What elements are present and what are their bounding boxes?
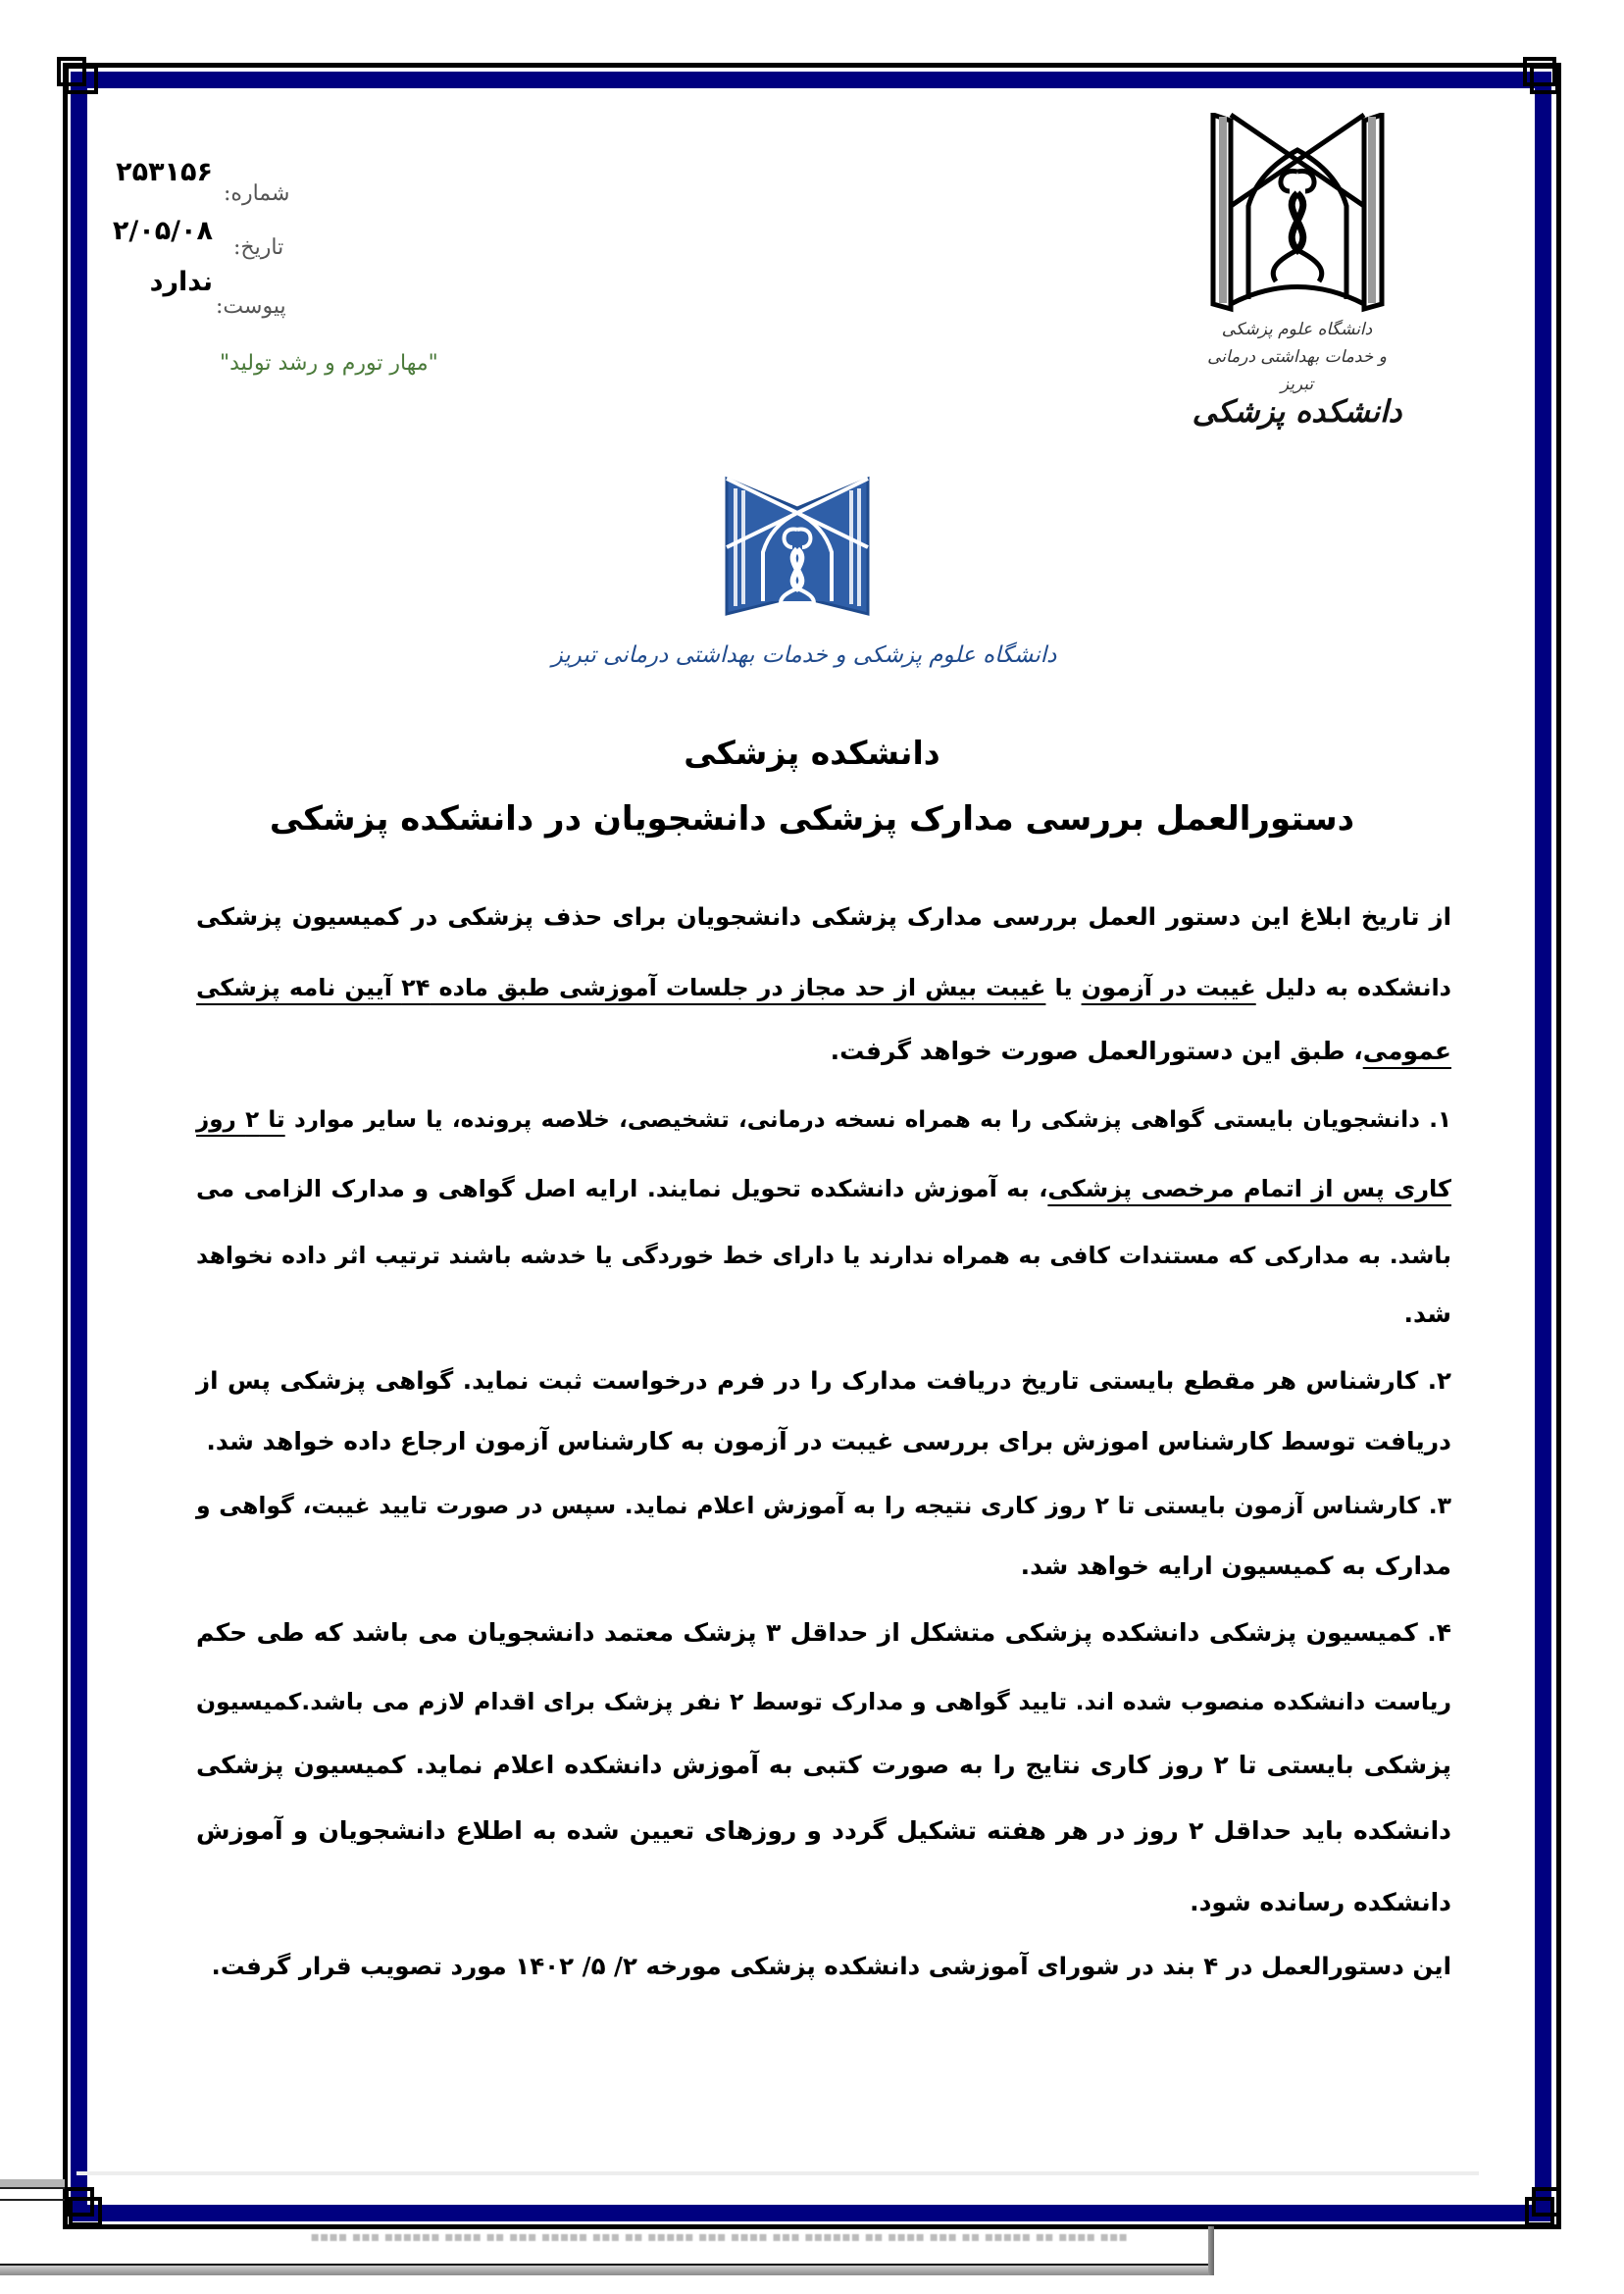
text: ۱. دانشجویان بایستی گواهی پزشکی را به همراه نسخه درمانی، تشخیصی، خلاصه پرونده، یا سایر موارد bbox=[284, 1107, 1452, 1133]
gray-vertical-edge bbox=[1208, 2226, 1214, 2275]
intro-line-2 bbox=[196, 968, 1451, 1007]
item-4-line-2: ریاست دانشکده منصوب شده اند. تایید گواهی و مدارک توسط ۲ نفر پزشک برای اقدام لازم می باشد.کمیسیون bbox=[196, 1688, 1451, 1715]
letter-date-label: تاریخ: bbox=[233, 235, 284, 260]
item-2-line-2: دریافت توسط کارشناس اموزش برای بررسی غیبت در آزمون به کارشناس آزمون ارجاع داده خواهد شد. bbox=[206, 1427, 1451, 1455]
item-1-line-2 bbox=[196, 1169, 1451, 1208]
item-4-line-5: دانشکده رسانده شود. bbox=[1190, 1888, 1451, 1916]
item-3-line-2: مدارک به کمیسیون ارایه خواهد شد. bbox=[1020, 1552, 1451, 1580]
top-logo-caption-line1: دانشگاه علوم پزشکی bbox=[1221, 320, 1373, 339]
text: دانشکده به دلیل bbox=[1255, 974, 1451, 1001]
item-2-line-1: ۲. کارشناس هر مقطع بایستی تاریخ دریافت مدارک را در فرم درخواست ثبت نماید. گواهی پزشکی پس از bbox=[196, 1366, 1451, 1395]
intro-line-1: از تاریخ ابلاغ این دستور العمل بررسی مدارک پزشکی دانشجویان برای حذف پزشکی در کمیسیون پزشکی bbox=[196, 902, 1451, 931]
frame-corner-tr-2 bbox=[1523, 57, 1556, 86]
gray-bar-bottom-fill bbox=[0, 2266, 1214, 2275]
underlined-text: غیبت بیش از حد مجاز در جلسات آموزشی طبق ماده ۲۴ آیین نامه پزشکی bbox=[196, 974, 1046, 1001]
top-logo-faculty-name: دانشکده پزشکی bbox=[1192, 394, 1402, 430]
item-1-line-3: باشد. به مدارکی که مستندات کافی به همراه ندارند یا دارای خط خوردگی یا خدشه باشند ترتیب اثر داده نخواهد bbox=[196, 1242, 1451, 1269]
gray-line-left bbox=[0, 2187, 65, 2189]
intro-line-3 bbox=[196, 1032, 1451, 1071]
document-title: دستورالعمل بررسی مدارک پزشکی دانشجویان در دانشکده پزشکی bbox=[269, 799, 1355, 839]
item-4-line-1: ۴. کمیسیون پزشکی دانشکده پزشکی متشکل از حداقل ۳ پزشک معتمد دانشجویان می باشد که طی حکم bbox=[196, 1618, 1451, 1647]
underlined-text: تا ۲ روز bbox=[196, 1107, 285, 1133]
university-emblem-blue-icon bbox=[724, 469, 871, 626]
letter-attachment-label: پیوست: bbox=[216, 294, 286, 319]
underlined-text: عمومی bbox=[1362, 1037, 1451, 1065]
letter-attachment-value: ندارد bbox=[149, 267, 213, 297]
text: ، به آموزش دانشکده تحویل نمایند. ارایه اصل گواهی و مدارک الزامی می bbox=[196, 1175, 1048, 1202]
footer-illegible-text: ▪▪▪ ▪▪▪▪ ▪▪ ▪▪▪▪▪ ▪▪ ▪▪▪ ▪▪▪▪ ▪▪ ▪▪▪▪▪▪ ▪▪▪ ▪▪▪▪ ▪▪▪ ▪▪▪▪▪ ▪▪ ▪▪▪ ▪▪▪▪▪ ▪▪▪ ▪▪ ▪▪▪▪ ▪▪▪▪▪▪ ▪▪▪ ▪▪▪▪ bbox=[310, 2229, 1128, 2243]
frame-corner-br-2 bbox=[1532, 2187, 1561, 2217]
frame-corner-bl-2 bbox=[69, 2197, 102, 2226]
item-4-line-4: دانشکده باید حداقل ۲ روز در هر هفته تشکیل گردد و روزهای تعیین شده به اطلاع دانشجویان و آموزش bbox=[196, 1816, 1451, 1845]
top-logo-university-name bbox=[1192, 316, 1402, 398]
underlined-text: غیبت در آزمون bbox=[1081, 974, 1256, 1001]
gray-line-left-2 bbox=[0, 2199, 65, 2201]
top-logo-caption-line2: و خدمات بهداشتی درمانی تبریز bbox=[1207, 347, 1387, 394]
item-1-line-1 bbox=[196, 1100, 1451, 1140]
gray-bar-left bbox=[0, 2179, 65, 2187]
letter-date-value: ۲/۰۵/۰۸ bbox=[112, 216, 213, 246]
item-1-line-4: شد. bbox=[1403, 1300, 1451, 1328]
text: ، طبق این دستورالعمل صورت خواهد گرفت. bbox=[830, 1037, 1363, 1065]
item-4-line-3: پزشکی بایستی تا ۲ روز کاری نتایج را به صورت کتبی به آموزش دانشکده اعلام نماید. کمیسیون پزشکی bbox=[196, 1751, 1451, 1779]
underlined-text: کاری پس از اتمام مرخصی پزشکی bbox=[1047, 1175, 1452, 1202]
closing-statement: این دستورالعمل در ۴ بند در شورای آموزشی دانشکده پزشکی مورخه ۲/ ۵/ ۱۴۰۲ مورد تصویب قرار گرفت. bbox=[211, 1952, 1451, 1980]
letter-number-value: ۲۵۳۱۵۶ bbox=[116, 157, 213, 187]
frame-corner-tl-2 bbox=[65, 65, 98, 94]
university-emblem-icon bbox=[1209, 113, 1386, 314]
slogan: "مهار تورم و رشد تولید" bbox=[220, 351, 438, 376]
item-3-line-1: ۳. کارشناس آزمون بایستی تا ۲ روز کاری نتیجه را به آموزش اعلام نماید. سپس در صورت تایید غیبت، گواهی و bbox=[196, 1492, 1451, 1519]
inner-shadow-line bbox=[76, 2171, 1479, 2175]
center-logo-university-name: دانشگاه علوم پزشکی و خدمات بهداشتی درمانی تبریز bbox=[551, 642, 1057, 668]
text: یا bbox=[1045, 974, 1082, 1001]
faculty-title: دانشکده پزشکی bbox=[684, 734, 940, 772]
letter-number-label: شماره: bbox=[224, 181, 290, 206]
